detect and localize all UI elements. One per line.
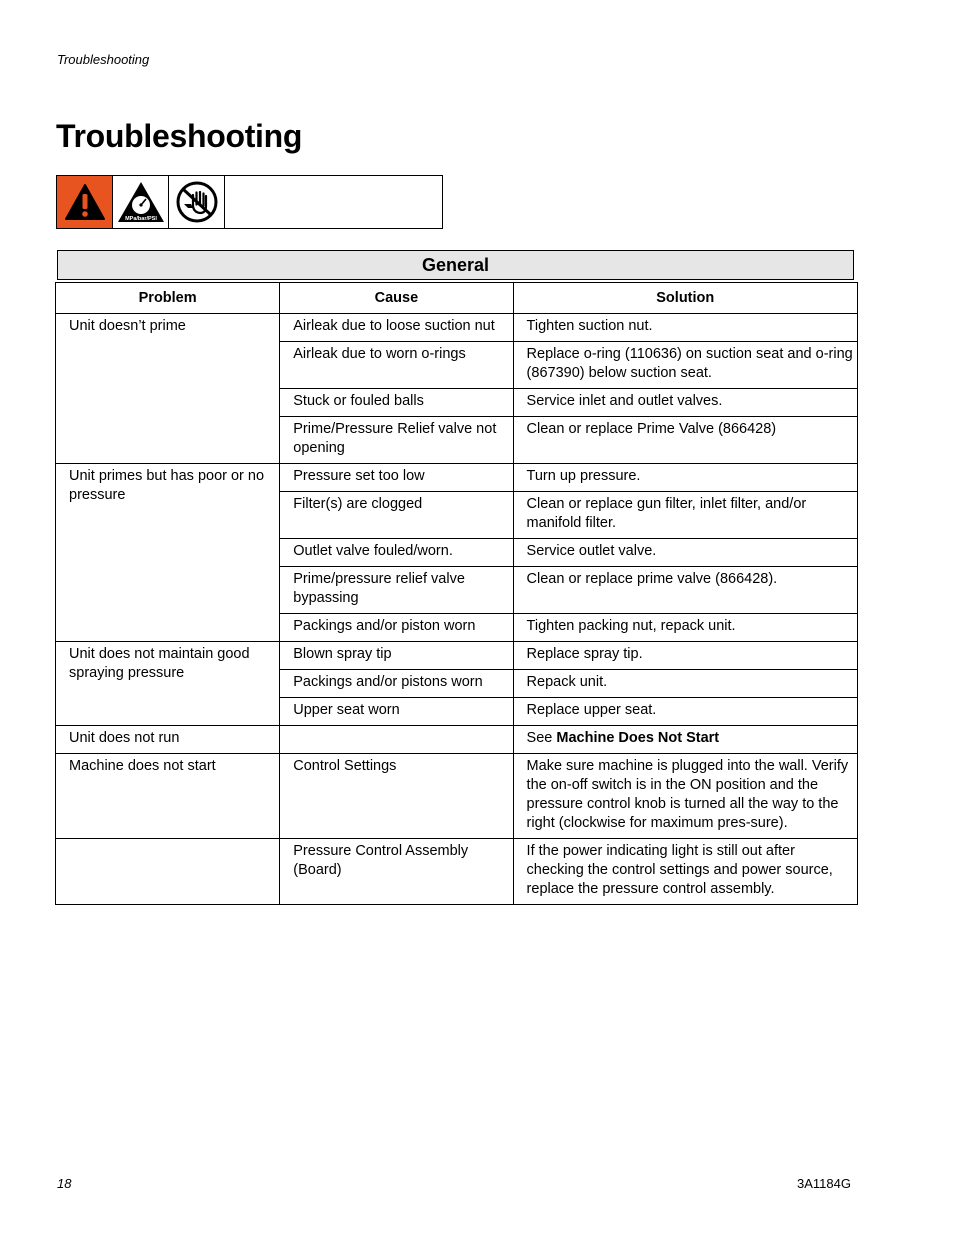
- cause-cell: Prime/Pressure Relief valve not opening: [280, 417, 513, 464]
- cause-cell: Control Settings: [280, 754, 513, 839]
- solution-prefix: See: [526, 730, 557, 746]
- cause-cell: Blown spray tip: [280, 642, 513, 670]
- troubleshooting-table: [55, 282, 858, 905]
- no-hand-spray-icon: [169, 176, 225, 228]
- table-header-row: [56, 283, 858, 314]
- document-code: 3A1184G: [797, 1176, 851, 1191]
- solution-cell: Replace spray tip.: [513, 642, 857, 670]
- column-header-problem: Problem: [56, 283, 280, 314]
- cause-cell: Stuck or fouled balls: [280, 389, 513, 417]
- table-row: [56, 642, 858, 670]
- cause-cell: Packings and/or piston worn: [280, 614, 513, 642]
- warning-symbols-box: [56, 175, 443, 229]
- table-row: [56, 464, 858, 492]
- cross-reference: Machine Does Not Start: [556, 730, 720, 746]
- problem-cell: Unit primes but has poor or no pressure: [56, 464, 280, 642]
- pressure-icon-label: MPa/bar/PSI: [124, 216, 157, 222]
- cause-cell: Airleak due to loose suction nut: [280, 314, 513, 342]
- column-header-cause: Cause: [280, 283, 513, 314]
- solution-cell: Tighten packing nut, repack unit.: [513, 614, 857, 642]
- table-row: [56, 839, 858, 905]
- solution-cell: If the power indicating light is still out after checking the control settings and power source, replace the pressure control assembly.: [513, 839, 857, 905]
- warning-text-area: [225, 176, 442, 228]
- problem-cell: Unit does not run: [56, 726, 280, 754]
- page-number: 18: [57, 1176, 72, 1191]
- cause-cell: Prime/pressure relief valve bypassing: [280, 567, 513, 614]
- cause-cell: Pressure Control Assembly (Board): [280, 839, 513, 905]
- page-title: Troubleshooting: [56, 118, 303, 154]
- warning-triangle-icon: [57, 176, 113, 228]
- solution-cell: Replace upper seat.: [513, 698, 857, 726]
- running-header: Troubleshooting: [57, 52, 150, 67]
- cause-cell: Upper seat worn: [280, 698, 513, 726]
- solution-cell: Replace o-ring (110636) on suction seat and o-ring (867390) below suction seat.: [513, 342, 857, 389]
- solution-cell: [513, 726, 857, 754]
- solution-cell: Clean or replace prime valve (866428).: [513, 567, 857, 614]
- problem-cell: Machine does not start: [56, 754, 280, 839]
- table-row: [56, 314, 858, 342]
- solution-cell: Clean or replace gun filter, inlet filter, and/or manifold filter.: [513, 492, 857, 539]
- problem-cell: [56, 839, 280, 905]
- solution-cell: Service inlet and outlet valves.: [513, 389, 857, 417]
- cause-cell: Outlet valve fouled/worn.: [280, 539, 513, 567]
- problem-cell: Unit doesn’t prime: [56, 314, 280, 464]
- table-section-title: General: [57, 250, 854, 280]
- solution-cell: Repack unit.: [513, 670, 857, 698]
- table-row: [56, 726, 858, 754]
- cause-cell: Packings and/or pistons worn: [280, 670, 513, 698]
- table-row: [56, 754, 858, 839]
- cause-cell: Airleak due to worn o-rings: [280, 342, 513, 389]
- solution-cell: Clean or replace Prime Valve (866428): [513, 417, 857, 464]
- problem-cell: Unit does not maintain good spraying pressure: [56, 642, 280, 726]
- cause-cell: [280, 726, 513, 754]
- solution-cell: Tighten suction nut.: [513, 314, 857, 342]
- pressure-gauge-icon: [113, 176, 169, 228]
- cause-cell: Filter(s) are clogged: [280, 492, 513, 539]
- solution-cell: Make sure machine is plugged into the wall. Verify the on-off switch is in the ON position and the pressure control knob is turned all the way to the right (clockwise for maximum pres-sure).: [513, 754, 857, 839]
- cause-cell: Pressure set too low: [280, 464, 513, 492]
- solution-cell: Service outlet valve.: [513, 539, 857, 567]
- solution-cell: Turn up pressure.: [513, 464, 857, 492]
- column-header-solution: Solution: [513, 283, 857, 314]
